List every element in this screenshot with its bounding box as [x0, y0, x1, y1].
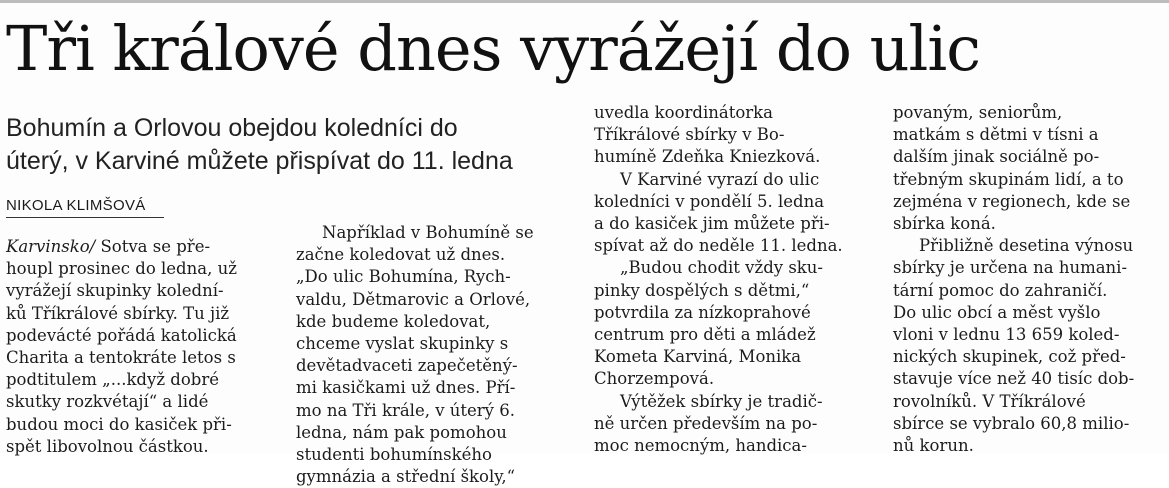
- column-text-line: a do kasiček jim můžete při-: [594, 214, 830, 234]
- column-text-line: matkám s dětmi v tísni a: [893, 125, 1099, 145]
- column-text-line: mi kasičkami už dnes. Pří-: [296, 378, 516, 398]
- column-text-line: mo na Tři krále, v úterý 6.: [296, 400, 515, 420]
- column-text-line: koledníci v pondělí 5. ledna: [594, 191, 825, 211]
- column-text-line: pinky dospělých s dětmi,“: [594, 280, 810, 300]
- column-text-line: houpl prosinec do ledna, už: [6, 259, 237, 279]
- column-text-line: podtitulem „...když dobré: [6, 370, 219, 390]
- article-column-3: [594, 102, 877, 457]
- column-text-line: Tříkrálové sbírky v Bo-: [594, 125, 785, 145]
- column-text-line: sbírka koná.: [893, 214, 996, 234]
- subtitle: [6, 112, 581, 178]
- top-rule: [0, 0, 1169, 3]
- column-text-line: stavuje více než 40 tisíc dob-: [893, 369, 1135, 389]
- article-column-1: [6, 236, 286, 458]
- column-text-line: devětadvaceti zapečetěný-: [296, 356, 518, 376]
- column-text-line: vloni v lednu 13 659 koled-: [893, 325, 1120, 345]
- column-text-line: studenti bohumínského: [296, 445, 492, 465]
- column-text-line: třebným skupinám lidí, a to: [893, 169, 1124, 189]
- column-text-line: ků Tříkrálové sbírky. Tu již: [6, 303, 230, 323]
- column-text-line: nických skupinek, což před-: [893, 347, 1126, 367]
- article-column-4: [893, 102, 1165, 457]
- column-text-line: potvrdila za nízkoprahové: [594, 302, 811, 322]
- dateline: Karvinsko/: [6, 237, 96, 256]
- column-text-line: dalším jinak sociálně po-: [893, 147, 1100, 167]
- column-text-line: zejména v regionech, kde se: [893, 191, 1131, 211]
- column-text-line: Karvinsko/ Sotva se pře-: [6, 237, 211, 256]
- column-text-line: vyrážejí skupinky kolední-: [6, 281, 224, 301]
- subtitle-line: Bohumín a Orlovou obejdou koledníci do: [6, 114, 458, 142]
- column-text-line: Chorzempová.: [594, 369, 715, 389]
- column-text-line: Do ulic obcí a měst vyšlo: [893, 302, 1101, 322]
- column-text-line: povaným, seniorům,: [893, 103, 1063, 122]
- column-text-line: gymnázia a střední školy,“: [296, 467, 516, 487]
- column-text-line: budou moci do kasiček při-: [6, 414, 232, 434]
- column-text-line: podevácté pořádá katolická: [6, 325, 237, 345]
- column-text-line: začne koledovat už dnes.: [296, 245, 506, 265]
- column-text-line: Charita a tentokráte letos s: [6, 348, 236, 368]
- column-text-line: „Budou chodit vždy sku-: [620, 258, 823, 278]
- column-text-line: nů korun.: [893, 436, 974, 456]
- column-text-line: spět libovolnou částkou.: [6, 436, 209, 456]
- column-text-line: kde budeme koledovat,: [296, 311, 491, 331]
- column-text-line: tární pomoc do zahraničí.: [893, 280, 1108, 300]
- column-text-line: rovolníků. V Tříkrálové: [893, 391, 1086, 411]
- column-text-line: chceme vyslat skupinky s: [296, 334, 509, 354]
- column-text-line: uvedla koordinátorka: [594, 103, 773, 122]
- column-text-line: valdu, Dětmarovic a Orlové,: [296, 289, 531, 309]
- column-text-line: skutky rozkvétají“ a lidé: [6, 392, 209, 412]
- column-text-line: sbírce se vybralo 60,8 milio-: [893, 413, 1130, 433]
- subtitle-line: úterý, v Karviné můžete přispívat do 11. ledna: [6, 147, 513, 175]
- column-text-line: V Karviné vyrazí do ulic: [620, 169, 820, 189]
- column-text-line: Přibližně desetina výnosu: [919, 236, 1134, 256]
- column-text-line: moc nemocným, handica-: [594, 436, 807, 456]
- byline: NIKOLA KLIMŠOVÁ: [6, 197, 164, 218]
- column-text-line: spívat až do neděle 11. ledna.: [594, 236, 843, 256]
- column-text-line: humíně Zdeňka Kniezková.: [594, 147, 821, 167]
- column-text-line: Například v Bohumíně se: [322, 223, 534, 242]
- column-text-line: Kometa Karviná, Monika: [594, 347, 802, 367]
- column-text-line: „Do ulic Bohumína, Rych-: [296, 267, 511, 287]
- column-text-line: ledna, nám pak pomohou: [296, 422, 507, 442]
- column-text-line: Výtěžek sbírky je tradič-: [620, 391, 823, 411]
- column-text-line: centrum pro děti a mládež: [594, 325, 816, 345]
- article-column-2: [296, 222, 578, 488]
- column-text-line: ně určen především na po-: [594, 413, 818, 433]
- headline: Tři králové dnes vyrážejí do ulic: [6, 12, 980, 85]
- column-text-line: sbírky je určena na humani-: [893, 258, 1128, 278]
